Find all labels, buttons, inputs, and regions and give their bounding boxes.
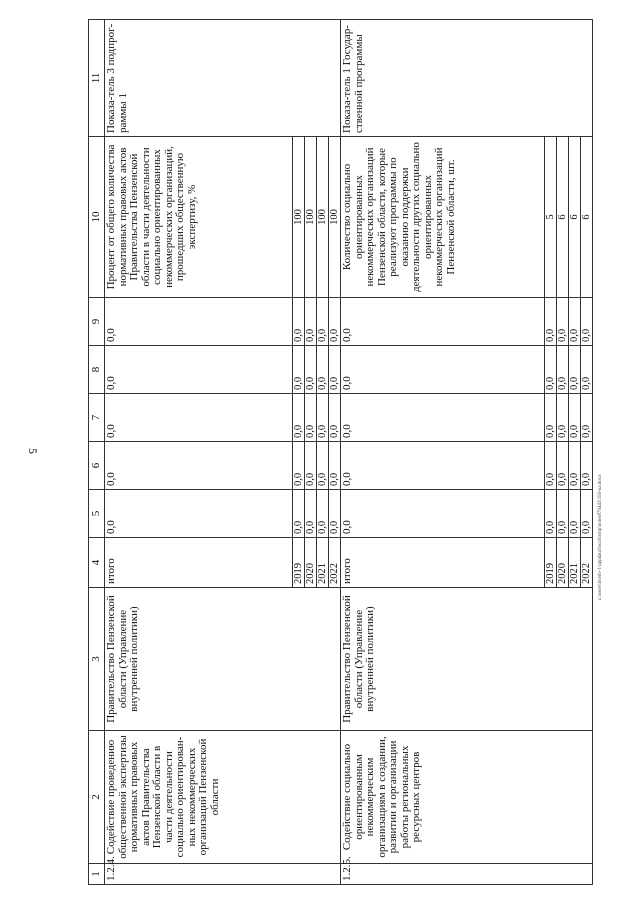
table-row [341,20,545,885]
value-cell: 0,0 [581,394,593,442]
value-cell: 0,0 [557,490,569,538]
indicator-value: 100 [305,137,317,298]
value-cell: 0,0 [545,346,557,394]
value-cell: 0,0 [329,394,341,442]
value-cell: 0,0 [317,490,329,538]
total-value: 0,0 [341,490,545,538]
page-number: 5 [26,448,40,454]
indicator-value: 5 [545,137,557,298]
header-cell: 4 [89,538,105,588]
total-value: 0,0 [341,298,545,346]
value-cell: 0,0 [305,394,317,442]
header-cell: 8 [89,346,105,394]
header-cell: 7 [89,394,105,442]
header-cell: 6 [89,442,105,490]
indicator-reference: Показа-тель 1 Государ-ственной программы [341,20,593,137]
value-cell: 0,0 [293,298,305,346]
indicator-value: 6 [557,137,569,298]
year-cell: 2020 [305,538,317,588]
value-cell: 0,0 [305,490,317,538]
table-row [105,20,293,885]
indicator-reference: Показа-тель 3 подпрог-раммы 1 [105,20,341,137]
row-number: 1.2.4. [105,864,341,885]
total-value: 0,0 [341,394,545,442]
value-cell: 0,0 [569,442,581,490]
total-label: итого [341,538,545,588]
value-cell: 0,0 [581,442,593,490]
total-label: итого [105,538,293,588]
indicator-text: Количество социально ориентированных некоммерческих организаций Пензенской области, которые реализуют программы по оказанию поддержки деятельности других социально ориентированных некоммерческих организаций Пензенской области, шт. [341,137,545,298]
year-cell: 2021 [317,538,329,588]
indicator-value: 100 [329,137,341,298]
header-row [89,20,105,885]
header-cell: 10 [89,137,105,298]
year-cell: 2022 [329,538,341,588]
event-name: Содействие социально ориентированным некоммерческим организациям в создании, развитии и организации работы региональных ресурсных центров [341,731,593,864]
event-name: Содействие проведению общественной экспертизы нормативных правовых актов Правительства Пензенской области в части деятельности социально ориентирован-ных некоммерческих организаций Пензенской области [105,731,341,864]
year-cell: 2022 [581,538,593,588]
value-cell: 0,0 [329,298,341,346]
header-cell: 2 [89,731,105,864]
indicator-value: 6 [569,137,581,298]
value-cell: 0,0 [293,346,305,394]
year-cell: 2019 [293,538,305,588]
indicator-value: 100 [317,137,329,298]
value-cell: 0,0 [545,394,557,442]
value-cell: 0,0 [545,442,557,490]
value-cell: 0,0 [557,394,569,442]
value-cell: 0,0 [317,442,329,490]
year-cell: 2019 [545,538,557,588]
value-cell: 0,0 [317,298,329,346]
value-cell: 0,0 [305,298,317,346]
value-cell: 0,0 [569,490,581,538]
total-value: 0,0 [105,298,293,346]
value-cell: 0,0 [329,442,341,490]
value-cell: 0,0 [581,298,593,346]
value-cell: 0,0 [329,346,341,394]
value-cell: 0,0 [557,346,569,394]
indicator-text: Процент от общего количества нормативных правовых актов Правительства Пензенской области в части деятельности социально ориентированных некоммерческих организаций, прошедших общественную экспертизу, % [105,137,293,298]
rotated-table-frame [88,20,593,885]
total-value: 0,0 [341,442,545,490]
value-cell: 0,0 [581,490,593,538]
value-cell: 0,0 [569,298,581,346]
value-cell: 0,0 [569,346,581,394]
value-cell: 0,0 [305,346,317,394]
year-cell: 2020 [557,538,569,588]
table-rotation-wrapper [88,20,593,885]
value-cell: 0,0 [581,346,593,394]
value-cell: 0,0 [545,298,557,346]
indicator-value: 6 [581,137,593,298]
header-cell: 5 [89,490,105,538]
file-path-footer: c:\users\borsh~1\appdata\local\temp\notes879443\193-ua.docx [598,474,603,600]
header-cell: 3 [89,588,105,731]
executor: Правительство Пензенской области (Управление внутренней политики) [105,588,341,731]
value-cell: 0,0 [557,298,569,346]
value-cell: 0,0 [293,394,305,442]
program-table [88,19,593,885]
value-cell: 0,0 [293,490,305,538]
executor: Правительство Пензенской области (Управление внутренней политики) [341,588,593,731]
value-cell: 0,0 [329,490,341,538]
header-cell: 11 [89,20,105,137]
value-cell: 0,0 [557,442,569,490]
total-value: 0,0 [105,490,293,538]
total-value: 0,0 [341,346,545,394]
total-value: 0,0 [105,346,293,394]
value-cell: 0,0 [317,394,329,442]
header-cell: 1 [89,864,105,885]
value-cell: 0,0 [293,442,305,490]
year-cell: 2021 [569,538,581,588]
total-value: 0,0 [105,442,293,490]
value-cell: 0,0 [317,346,329,394]
value-cell: 0,0 [569,394,581,442]
indicator-value: 100 [293,137,305,298]
row-number: 1.2.5. [341,864,593,885]
total-value: 0,0 [105,394,293,442]
value-cell: 0,0 [545,490,557,538]
header-cell: 9 [89,298,105,346]
value-cell: 0,0 [305,442,317,490]
